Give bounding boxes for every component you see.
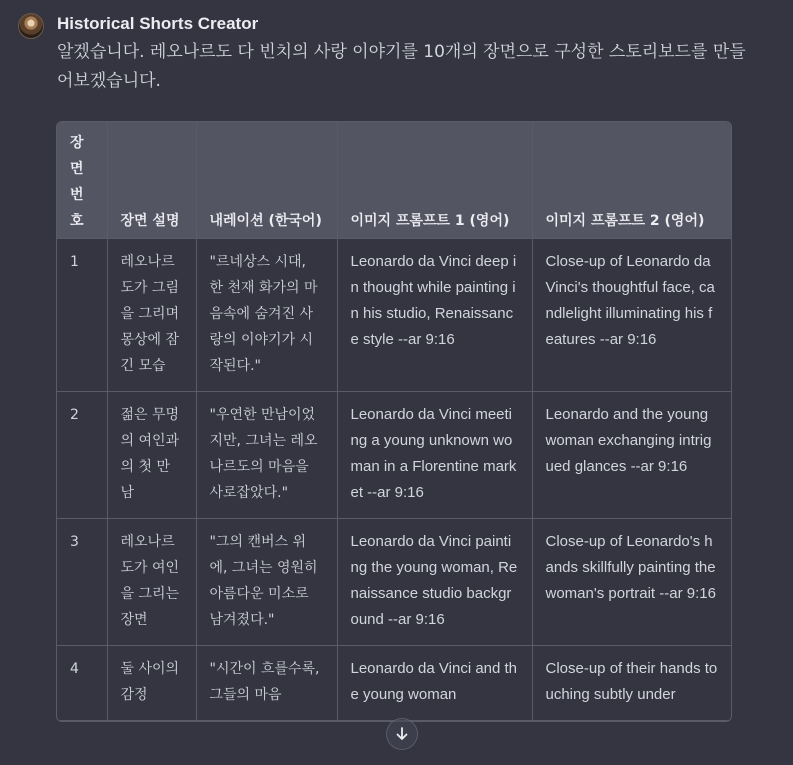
cell-scene-description: 레오나르도가 그림을 그리며 몽상에 잠긴 모습 xyxy=(107,238,196,391)
cell-image-prompt-1: Leonardo da Vinci painting the young woman, Renaissance studio background --ar 9:16 xyxy=(337,518,532,645)
header-scene-number: 장면 번호 xyxy=(57,122,107,238)
table-row xyxy=(57,518,731,645)
cell-narration: "그의 캔버스 위에, 그녀는 영원히 아름다운 미소로 남겨졌다." xyxy=(196,518,337,645)
cell-image-prompt-2: Close-up of Leonardo's hands skillfully painting the woman's portrait --ar 9:16 xyxy=(532,518,731,645)
cell-scene-number: 4 xyxy=(57,645,107,720)
cell-scene-description: 레오나르도가 여인을 그리는 장면 xyxy=(107,518,196,645)
cell-image-prompt-2: Close-up of their hands touching subtly under xyxy=(532,645,731,720)
table-row xyxy=(57,238,731,391)
header-narration: 내레이션 (한국어) xyxy=(196,122,337,238)
message-text: 알겠습니다. 레오나르도 다 빈치의 사랑 이야기를 10개의 장면으로 구성한 스토리보드를 만들어보겠습니다. xyxy=(57,42,746,91)
table-header-row xyxy=(57,122,731,238)
header-scene-description: 장면 설명 xyxy=(107,122,196,238)
cell-scene-number: 2 xyxy=(57,391,107,518)
cell-image-prompt-1: Leonardo da Vinci meeting a young unknown woman in a Florentine market --ar 9:16 xyxy=(337,391,532,518)
cell-narration: "우연한 만남이었지만, 그녀는 레오나르도의 마음을 사로잡았다." xyxy=(196,391,337,518)
cell-scene-number: 3 xyxy=(57,518,107,645)
scroll-to-bottom-button[interactable] xyxy=(386,718,418,750)
cell-image-prompt-1: Leonardo da Vinci and the young woman xyxy=(337,645,532,720)
cell-scene-number: 1 xyxy=(57,238,107,391)
avatar xyxy=(18,13,44,39)
storyboard-table xyxy=(56,121,732,722)
cell-scene-description: 둘 사이의 감정 xyxy=(107,645,196,720)
arrow-down-icon xyxy=(395,727,409,741)
header-image-prompt-1: 이미지 프롬프트 1 (영어) xyxy=(337,122,532,238)
table-row xyxy=(57,391,731,518)
cell-scene-description: 젊은 무명의 여인과의 첫 만남 xyxy=(107,391,196,518)
cell-narration: "르네상스 시대, 한 천재 화가의 마음속에 숨겨진 사랑의 이야기가 시작된다." xyxy=(196,238,337,391)
cell-image-prompt-2: Close-up of Leonardo da Vinci's thoughtful face, candlelight illuminating his features --ar 9:16 xyxy=(532,238,731,391)
table-row xyxy=(57,645,731,720)
header-image-prompt-2: 이미지 프롬프트 2 (영어) xyxy=(532,122,731,238)
cell-image-prompt-1: Leonardo da Vinci deep in thought while painting in his studio, Renaissance style --ar 9:16 xyxy=(337,238,532,391)
sender-name: Historical Shorts Creator xyxy=(57,14,259,33)
cell-narration: "시간이 흐를수록, 그들의 마음 xyxy=(196,645,337,720)
cell-image-prompt-2: Leonardo and the young woman exchanging intrigued glances --ar 9:16 xyxy=(532,391,731,518)
